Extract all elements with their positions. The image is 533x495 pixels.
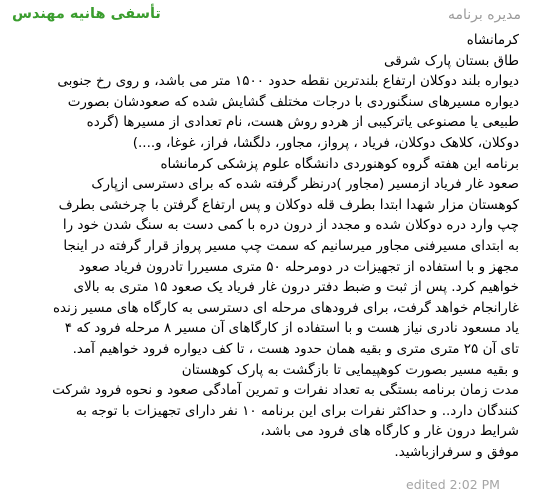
message-header <box>0 0 533 34</box>
message-line: تای آن ۲۵ متری متری و بقیه همان حدود هست ، تا کف دیواره فرود خواهیم آمد. <box>72 340 519 357</box>
edited-timestamp: edited 2:02 PM <box>406 477 500 492</box>
message-line: غارانجام خواهد گرفت، برای فرودهای مرحله ای دسترسی به کارگاه های مسیر زنده <box>52 299 519 316</box>
message-line: طبیعی یا مصنوعی یاترکیبی از هردو روش هست، نام تعدادی از مسیرها (گرده <box>86 114 519 131</box>
message-line: دیواره مسیرهای سنگنوردی با درجات مختلف گشایش شده که صعودشان بصورت <box>67 93 519 110</box>
message-line: موفق و سرفرازباشید. <box>394 443 519 460</box>
message-line: شرایط درون غار و کارگاه های فرود می باشد، <box>260 423 519 440</box>
message-line: چپ وارد دره دوکلان شده و مجدد از درون دره با کمی دست به سنگ شدن خود را <box>62 217 519 234</box>
message-body <box>10 30 519 462</box>
message-line: برنامه این هفته گروه کوهنوردی دانشگاه علوم پزشکی کرمانشاه <box>160 155 519 172</box>
message-line: کنندگان دارد.. و حداکثر نفرات برای این برنامه ۱۰ نفر دارای تجهیزات با توجه به <box>75 402 519 419</box>
message-line: طاق بستان پارک شرقی <box>383 52 519 69</box>
message-line: کوهستان مزار شهدا ابتدا بطرف قله دوکلان و پس ارتفاع گرفتن با چرخشی بطرف <box>58 196 519 213</box>
message-line: مجهز و با استفاده از تجهیزات در دومرحله ۵۰ متری مسیررا تادرون فریاد صعود <box>78 258 519 275</box>
message-line: صعود غار فریاد ازمسیر (مجاور )درنظر گرفته شده که برای دسترسی ازپارک <box>91 176 519 193</box>
message-line: مدت زمان برنامه بستگی به تعداد نفرات و تمرین آمادگی صعود و نحوه فرود شرکت <box>52 382 519 399</box>
message-line: به ابتدای مسیرفنی مجاور میرسانیم که سمت چپ مسیر پرواز قرار گرفته در اینجا <box>63 237 519 254</box>
message-line: دیواره بلند دوکلان ارتفاع بلندترین نقطه حدود ۱۵۰۰ متر می باشد، و روی رخ جنوبی <box>57 73 519 90</box>
message-line: یاد مسعود نادری نیاز هست و با استفاده از کارگاهای آن مسیر ۸ مرحله فرود که ۴ <box>64 320 519 337</box>
message-line: دوکلان، کلاهک دوکلان، فریاد ، پرواز، مجاور، دلگشا، فراز، غوغا، و....) <box>132 134 519 151</box>
author-signature: مدیره برنامه <box>447 7 521 23</box>
message-line: کرمانشاه <box>466 32 519 48</box>
message-line: و بقیه مسیر بصورت کوهپیمایی تا بازگشت به پارک کوهستان <box>181 361 519 378</box>
sender-name[interactable]: تأسفی هانیه مهندس <box>12 6 161 22</box>
message-line: خواهیم کرد. پس از ثبت و ضبط دفتر درون غار فریاد یک صعود ۱۵ متری به بالای <box>73 279 519 296</box>
